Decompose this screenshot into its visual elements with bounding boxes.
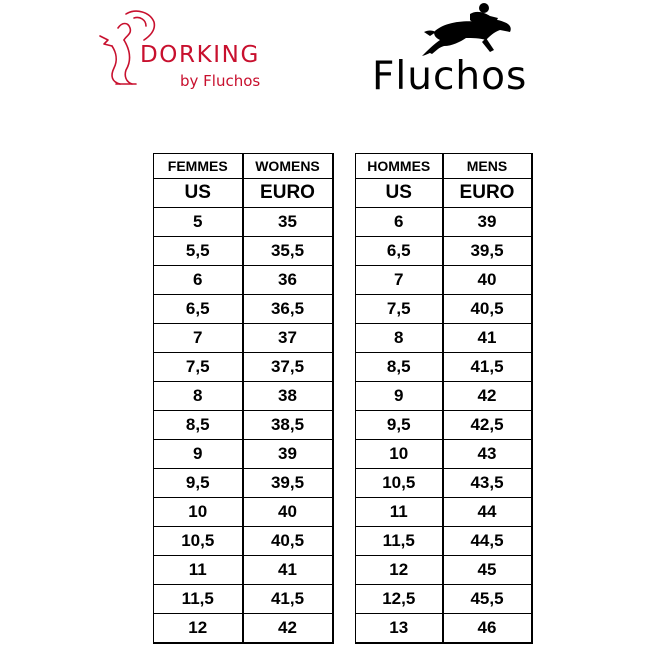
- table-row: [154, 585, 333, 614]
- euro-size-cell: 38,5: [243, 411, 333, 440]
- euro-size-cell: 42: [243, 614, 333, 644]
- euro-size-cell: 40: [243, 498, 333, 527]
- euro-size-cell: 42,5: [443, 411, 532, 440]
- table-row: [356, 208, 532, 237]
- table-row: [154, 498, 333, 527]
- us-size-cell: 6: [154, 266, 243, 295]
- euro-size-cell: 38: [243, 382, 333, 411]
- euro-size-cell: 39,5: [243, 469, 333, 498]
- us-size-cell: 6: [356, 208, 443, 237]
- us-size-cell: 9,5: [154, 469, 243, 498]
- us-size-cell: 11: [356, 498, 443, 527]
- table-row: [356, 237, 532, 266]
- euro-size-cell: 43,5: [443, 469, 532, 498]
- euro-size-cell: 39: [443, 208, 532, 237]
- fluchos-brand-name: Fluchos: [372, 54, 528, 99]
- euro-size-cell: 37,5: [243, 353, 333, 382]
- us-size-cell: 6,5: [356, 237, 443, 266]
- table-row: [356, 266, 532, 295]
- men-size-table: [355, 153, 533, 644]
- euro-size-cell: 44: [443, 498, 532, 527]
- header-femmes: FEMMES: [154, 154, 243, 179]
- us-size-cell: 13: [356, 614, 443, 644]
- us-size-cell: 7,5: [356, 295, 443, 324]
- table-row: [356, 614, 532, 644]
- us-size-cell: 11,5: [154, 585, 243, 614]
- us-size-cell: 12,5: [356, 585, 443, 614]
- table-row: [356, 498, 532, 527]
- us-size-cell: 10,5: [154, 527, 243, 556]
- euro-size-cell: 35: [243, 208, 333, 237]
- table-row: [154, 411, 333, 440]
- unit-us: US: [154, 179, 243, 208]
- table-header-row: [356, 154, 532, 179]
- us-size-cell: 9: [356, 382, 443, 411]
- us-size-cell: 12: [356, 556, 443, 585]
- unit-euro: EURO: [243, 179, 333, 208]
- dorking-logo: [96, 6, 276, 90]
- us-size-cell: 9,5: [356, 411, 443, 440]
- us-size-cell: 5: [154, 208, 243, 237]
- table-unit-row: [356, 179, 532, 208]
- table-row: [154, 295, 333, 324]
- table-row: [356, 556, 532, 585]
- table-row: [356, 353, 532, 382]
- euro-size-cell: 46: [443, 614, 532, 644]
- table-row: [154, 527, 333, 556]
- euro-size-cell: 37: [243, 324, 333, 353]
- us-size-cell: 10: [356, 440, 443, 469]
- table-row: [356, 440, 532, 469]
- table-row: [154, 614, 333, 644]
- unit-us: US: [356, 179, 443, 208]
- table-header-row: [154, 154, 333, 179]
- table-row: [154, 324, 333, 353]
- euro-size-cell: 41: [243, 556, 333, 585]
- table-row: [356, 295, 532, 324]
- header-womens: WOMENS: [243, 154, 333, 179]
- euro-size-cell: 44,5: [443, 527, 532, 556]
- euro-size-cell: 43: [443, 440, 532, 469]
- women-size-table: [153, 153, 334, 644]
- table-row: [154, 440, 333, 469]
- euro-size-cell: 40: [443, 266, 532, 295]
- euro-size-cell: 45: [443, 556, 532, 585]
- table-unit-row: [154, 179, 333, 208]
- table-row: [154, 266, 333, 295]
- us-size-cell: 10,5: [356, 469, 443, 498]
- us-size-cell: 7: [154, 324, 243, 353]
- table-row: [356, 527, 532, 556]
- us-size-cell: 8,5: [356, 353, 443, 382]
- us-size-cell: 11: [154, 556, 243, 585]
- table-row: [356, 324, 532, 353]
- table-row: [154, 353, 333, 382]
- header-hommes: HOMMES: [356, 154, 443, 179]
- table-row: [154, 237, 333, 266]
- table-row: [154, 208, 333, 237]
- table-row: [356, 382, 532, 411]
- fluchos-logo: [366, 2, 566, 102]
- euro-size-cell: 35,5: [243, 237, 333, 266]
- dorking-brand-name: DORKING: [140, 42, 260, 68]
- table-row: [356, 469, 532, 498]
- euro-size-cell: 39,5: [443, 237, 532, 266]
- us-size-cell: 8,5: [154, 411, 243, 440]
- us-size-cell: 11,5: [356, 527, 443, 556]
- euro-size-cell: 40,5: [443, 295, 532, 324]
- euro-size-cell: 42: [443, 382, 532, 411]
- us-size-cell: 7: [356, 266, 443, 295]
- horse-rider-icon: [414, 2, 514, 58]
- euro-size-cell: 41: [443, 324, 532, 353]
- euro-size-cell: 39: [243, 440, 333, 469]
- table-row: [154, 556, 333, 585]
- us-size-cell: 5,5: [154, 237, 243, 266]
- dorking-subline: by Fluchos: [180, 72, 261, 90]
- euro-size-cell: 36,5: [243, 295, 333, 324]
- us-size-cell: 12: [154, 614, 243, 644]
- euro-size-cell: 41,5: [443, 353, 532, 382]
- euro-size-cell: 41,5: [243, 585, 333, 614]
- us-size-cell: 10: [154, 498, 243, 527]
- table-row: [356, 411, 532, 440]
- table-row: [356, 585, 532, 614]
- euro-size-cell: 36: [243, 266, 333, 295]
- us-size-cell: 9: [154, 440, 243, 469]
- euro-size-cell: 40,5: [243, 527, 333, 556]
- table-row: [154, 382, 333, 411]
- euro-size-cell: 45,5: [443, 585, 532, 614]
- us-size-cell: 8: [356, 324, 443, 353]
- table-row: [154, 469, 333, 498]
- unit-euro: EURO: [443, 179, 532, 208]
- us-size-cell: 8: [154, 382, 243, 411]
- header-mens: MENS: [443, 154, 532, 179]
- us-size-cell: 7,5: [154, 353, 243, 382]
- us-size-cell: 6,5: [154, 295, 243, 324]
